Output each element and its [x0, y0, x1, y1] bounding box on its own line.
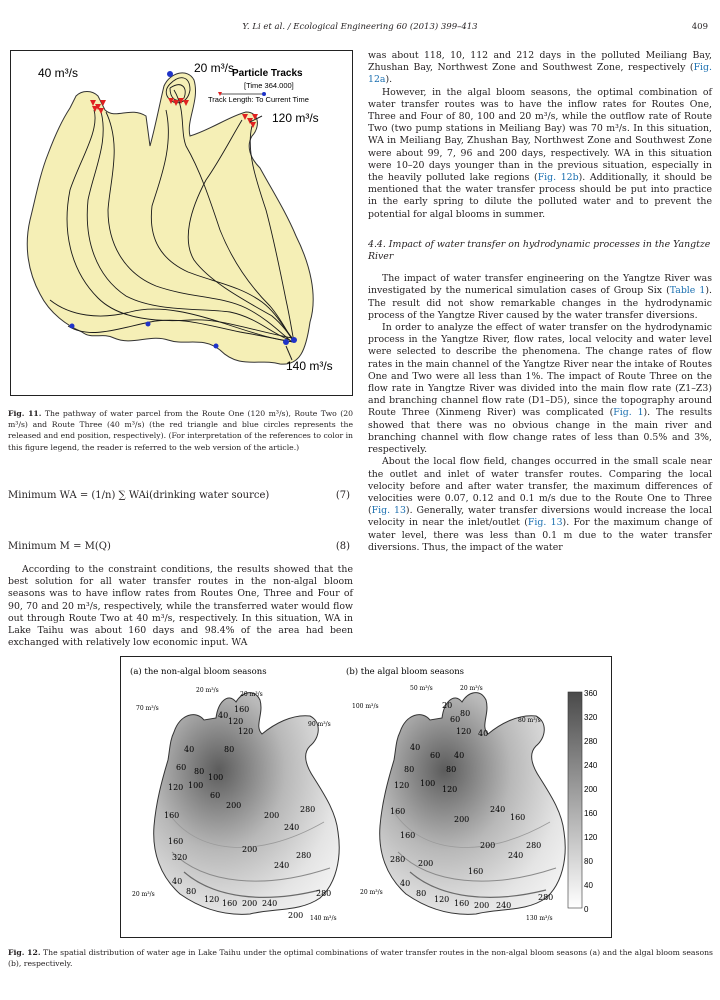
contour-label: 160: [468, 867, 484, 876]
fig11-caption-text: The pathway of water parcel from the Route One (120 m³/s), Route Two (20 m³/s) and Route Three (40 m³/s) (the red triangle and blue circles represents the released and end position, respectively). (For interpretation of the references to color in this figure legend, the reader is referred to the web version of the article.): [8, 409, 353, 452]
flow-label: 90 m³/s: [308, 721, 331, 728]
contour-label: 240: [496, 901, 512, 910]
contour-label: 160: [222, 899, 238, 908]
equation-7-number: (7): [335, 490, 350, 501]
contour-label: 120: [228, 717, 244, 726]
contour-label: 200: [480, 841, 496, 850]
contour-label: 80: [460, 709, 471, 718]
flow-label: 130 m³/s: [526, 915, 553, 922]
contour-label: 200: [242, 845, 258, 854]
colorbar-tick: 280: [584, 737, 598, 746]
paragraph: was about 118, 10, 112 and 212 days in the polluted Meiliang Bay, Zhushan Bay, Northwest Zone and Southwest Zone, respectively (Fig. 12a).: [368, 50, 712, 86]
flow-label: 100 m³/s: [352, 703, 379, 710]
paragraph: In order to analyze the effect of water transfer on the hydrodynamic process in the Yangtze River, flow rates, local velocity and water level were selected to describe the phenomena. The change rates of flow rates in the main channel of the Yangtze River near the intake of Routes One and Two were all less than 1%. The impact of Route Three on the flow rate in Yangtze River was divided into the main flow rate (Z1–Z3) and branching channel flow rate (D1–D5), since the topography around Route Three (Xinmeng River) was complicated (Fig. 1). The results showed that there was no obvious change in the main river and branching channel with flow change rates of less than 0.5% and 3%, respectively.: [368, 322, 712, 456]
fig1-link[interactable]: Fig. 1: [613, 407, 644, 419]
colorbar-tick: 240: [584, 761, 598, 770]
contour-label: 120: [442, 785, 458, 794]
contour-label: 280: [300, 805, 316, 814]
right-column-text: [368, 50, 712, 554]
contour-label: 280: [538, 893, 554, 902]
contour-label: 160: [510, 813, 526, 822]
flow-label: 20 m³/s: [360, 889, 383, 896]
fig12-caption-text: The spatial distribution of water age in Lake Taihu under the optimal combinations of water transfer routes in the non-algal bloom seasons (a) and the algal bloom seasons (b), respectively.: [8, 948, 713, 969]
contour-label: 240: [284, 823, 300, 832]
table1-link[interactable]: Table 1: [669, 285, 706, 297]
contour-label: 80: [404, 765, 415, 774]
contour-label: 40: [478, 729, 489, 738]
contour-label: 280: [316, 889, 332, 898]
page-number: 409: [691, 22, 708, 32]
contour-label: 80: [186, 887, 197, 896]
contour-label: 80: [194, 767, 205, 776]
flow-label: 20 m³/s: [460, 685, 483, 692]
contour-label: 120: [168, 783, 184, 792]
fig13-link[interactable]: Fig. 13: [527, 517, 563, 529]
left-column-text: [8, 564, 353, 649]
route-one-flow-label: 120 m³/s: [272, 111, 319, 125]
contour-label: 40: [184, 745, 195, 754]
contour-label: 60: [430, 751, 441, 760]
flow-label: 140 m³/s: [310, 915, 337, 922]
contour-label: 240: [490, 805, 506, 814]
contour-label: 160: [234, 705, 250, 714]
legend-time: [Time 364.000]: [244, 81, 294, 90]
contour-label: 60: [210, 791, 221, 800]
journal-citation: Y. Li et al. / Ecological Engineering 60 (2013) 399–413: [242, 22, 478, 32]
contour-label: 240: [274, 861, 290, 870]
contour-label: 160: [454, 899, 470, 908]
contour-label: 160: [168, 837, 184, 846]
contour-label: 80: [446, 765, 457, 774]
flow-label: 70 m³/s: [136, 705, 159, 712]
route-two-flow-label: 20 m³/s: [194, 61, 235, 75]
contour-label: 20: [442, 701, 453, 710]
contour-label: 40: [218, 711, 229, 720]
legend-track-length: Track Length: To Current Time: [208, 95, 309, 104]
fig12-caption: [8, 947, 713, 970]
running-header: [0, 22, 720, 36]
colorbar-tick: 160: [584, 809, 598, 818]
contour-label: 240: [262, 899, 278, 908]
contour-label: 200: [418, 859, 434, 868]
fig11-particle-tracks-figure: [10, 50, 353, 396]
section-heading: 4.4. Impact of water transfer on hydrodynamic processes in the Yangtze River: [368, 238, 711, 263]
contour-label: 120: [204, 895, 220, 904]
flow-label: 50 m³/s: [410, 685, 433, 692]
contour-label: 200: [226, 801, 242, 810]
contour-label: 200: [474, 901, 490, 910]
contour-label: 80: [224, 745, 235, 754]
flow-label: 20 m³/s: [240, 691, 263, 698]
colorbar-tick: 200: [584, 785, 598, 794]
fig12a-link[interactable]: Fig. 12a: [368, 62, 712, 86]
colorbar-tick: 80: [584, 857, 593, 866]
contour-label: 160: [164, 811, 180, 820]
fig12b-link[interactable]: Fig. 12b: [537, 172, 579, 184]
contour-label: 40: [400, 879, 411, 888]
contour-label: 120: [238, 727, 254, 736]
contour-label: 160: [390, 807, 406, 816]
paragraph: According to the constraint conditions, the results showed that the best solution for all water transfer routes in the non-algal bloom seasons was to have inflow rates from Routes One, Three and Four of 90, 70 and 20 m³/s, respectively, while the transferred water would flow out through Route Two at 40 m³/s, respectively. In this situation, WA in Lake Taihu was about 160 days and 98.4% of the area had been exchanged with relatively low economic input. WA: [8, 564, 353, 649]
contour-label: 100: [208, 773, 224, 782]
route-three-flow-label: 40 m³/s: [38, 66, 79, 80]
paragraph: However, in the algal bloom seasons, the optimal combination of water transfer routes was to have the inflow rates for Routes One, Three and Four of 80, 100 and 20 m³/s, while the outflow rate of Route Two (two pump stations in Meiliang Bay) was 70 m³/s. In this situation, WA in Meiliang Bay, Zhushan Bay, Northwest Zone and Southwest Zone were about 99, 7, 96 and 200 days, respectively. WA in this situation were 10–20 days younger than in the previous situation, especially in the heavily polluted lake regions (Fig. 12b). Additionally, it should be mentioned that the water transfer process should be put into practice in the early spring to dilute the polluted water and to prevent the potential for algal blooms in summer.: [368, 86, 712, 220]
equation-7: [8, 490, 353, 501]
contour-label: 100: [188, 781, 204, 790]
contour-label: 200: [454, 815, 470, 824]
panel-b-title: (b) the algal bloom seasons: [346, 667, 465, 677]
contour-label: 120: [394, 781, 410, 790]
contour-label: 40: [172, 877, 183, 886]
contour-label: 280: [390, 855, 406, 864]
colorbar-tick: 320: [584, 713, 598, 722]
paragraph: About the local flow field, changes occurred in the small scale near the outlet and inlet of water transfer routes. Comparing the local velocity before and after water transfer, the maximum differences of velocities were 0.07, 0.12 and 0.1 m/s due to the Route One to Three (Fig. 13). Generally, water transfer diversions would increase the local velocity in near the inlet/outlet (Fig. 13). For the maximum change of water level, there was less than 0.1 m due to the water transfer diversions. Thus, the impact of the water: [368, 456, 712, 553]
fig11-caption: [8, 408, 353, 453]
contour-label: 60: [450, 715, 461, 724]
contour-label: 200: [288, 911, 304, 920]
contour-label: 280: [526, 841, 542, 850]
contour-label: 80: [416, 889, 427, 898]
contour-label: 40: [410, 743, 421, 752]
contour-label: 200: [264, 811, 280, 820]
flow-label: 80 m³/s: [518, 717, 541, 724]
contour-label: 320: [172, 853, 188, 862]
paragraph: The impact of water transfer engineering on the Yangtze River was investigated by the numerical simulation cases of Group Six (Table 1). The result did not show remarkable changes in the hydrodynamic process of the Yangtze River caused by the water transfer diversions.: [368, 273, 712, 321]
contour-label: 280: [296, 851, 312, 860]
contour-label: 100: [420, 779, 436, 788]
contour-label: 160: [400, 831, 416, 840]
equation-8: [8, 541, 353, 552]
contour-label: 240: [508, 851, 524, 860]
fig11-caption-label: Fig. 11.: [8, 409, 42, 418]
legend-title: Particle Tracks: [232, 68, 303, 79]
flow-label: 20 m³/s: [196, 687, 219, 694]
colorbar-tick: 40: [584, 881, 593, 890]
contour-label: 120: [456, 727, 472, 736]
equation-8-text: Minimum M = M(Q): [8, 541, 111, 552]
colorbar-tick: 360: [584, 689, 598, 698]
equation-7-text: Minimum WA = (1/n) ∑ WAi(drinking water source): [8, 490, 270, 501]
outflow-label: 140 m³/s: [286, 359, 333, 373]
flow-label: 20 m³/s: [132, 891, 155, 898]
contour-label: 200: [242, 899, 258, 908]
colorbar-tick: 0: [584, 905, 589, 914]
colorbar-tick: 120: [584, 833, 598, 842]
fig12-caption-label: Fig. 12.: [8, 948, 41, 957]
contour-label: 120: [434, 895, 450, 904]
fig12-water-age-figure: [120, 656, 612, 938]
contour-label: 60: [176, 763, 187, 772]
equation-8-number: (8): [335, 541, 350, 552]
contour-label: 40: [454, 751, 465, 760]
fig13-link[interactable]: Fig. 13: [371, 505, 406, 517]
panel-a-title: (a) the non-algal bloom seasons: [130, 667, 267, 677]
